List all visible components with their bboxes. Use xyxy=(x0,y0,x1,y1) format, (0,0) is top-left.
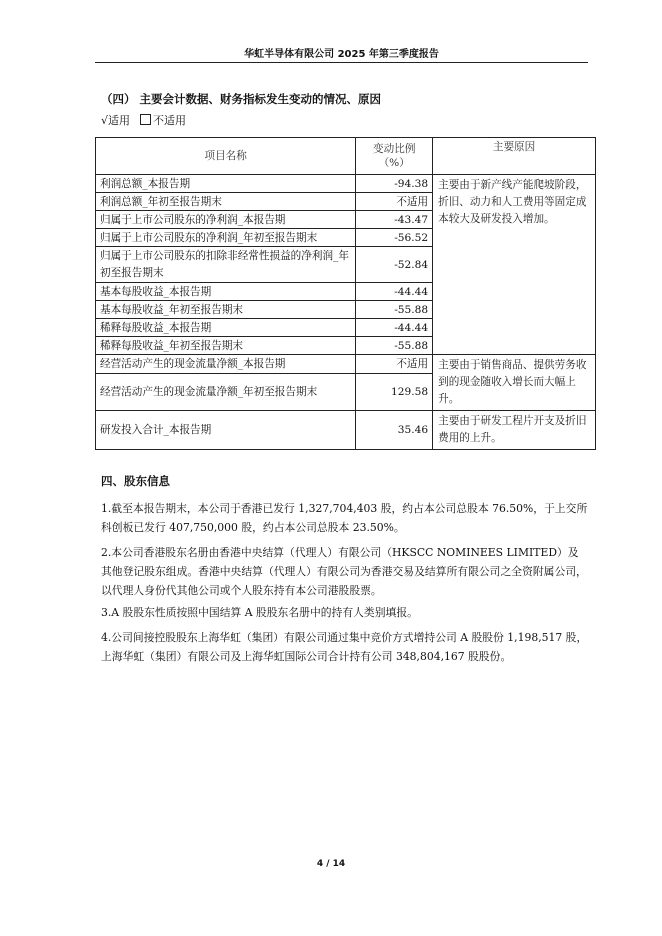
row-item: 归属于上市公司股东的净利润_本报告期 xyxy=(96,211,356,229)
row-value: 35.46 xyxy=(356,411,433,450)
row-item: 利润总额_本报告期 xyxy=(96,175,356,193)
financial-changes-table xyxy=(95,137,596,450)
header-change-ratio: 变动比例（%） xyxy=(356,138,433,175)
shareholder-paragraph: 4.公司间接控股股东上海华虹（集团）有限公司通过集中竞价方式增持公司 A 股股份 1,198,517 股，上海华虹（集团）有限公司及上海华虹国际公司合计持有公司 348,804,167 股股份。 xyxy=(101,631,588,663)
row-item: 研发投入合计_本报告期 xyxy=(96,411,356,450)
row-item: 经营活动产生的现金流量净额_本报告期 xyxy=(96,355,356,374)
table-row xyxy=(96,355,596,374)
table-row xyxy=(96,175,596,193)
row-value: -44.44 xyxy=(356,319,433,337)
reason-cell: 主要由于研发工程片开支及折旧费用的上升。 xyxy=(433,411,596,450)
not-applicable-label: 不适用 xyxy=(153,114,187,127)
header-item-name: 项目名称 xyxy=(96,138,356,175)
report-header: 华虹半导体有限公司 2025 年第三季度报告 xyxy=(244,49,439,60)
row-item: 稀释每股收益_本报告期 xyxy=(96,319,356,337)
row-value: -55.88 xyxy=(356,337,433,355)
row-item: 基本每股收益_年初至报告期末 xyxy=(96,301,356,319)
row-item: 归属于上市公司股东的净利润_年初至报告期末 xyxy=(96,229,356,247)
table-row xyxy=(96,411,596,450)
page-number: 4 / 14 xyxy=(316,859,346,869)
header-main-reason: 主要原因 xyxy=(433,138,596,175)
shareholder-paragraph: 1.截至本报告期末，本公司于香港已发行 1,327,704,403 股，约占本公司总股本 76.50%，于上交所科创板已发行 407,750,000 股，约占本公司总股本 23.50%。 xyxy=(101,502,588,534)
header-divider xyxy=(95,62,588,63)
reason-cell: 主要由于销售商品、提供劳务收到的现金随收入增长而大幅上升。 xyxy=(433,355,596,411)
applicability-options xyxy=(101,112,186,128)
row-value: -55.88 xyxy=(356,301,433,319)
row-value: -44.44 xyxy=(356,283,433,301)
row-value: -52.84 xyxy=(356,247,433,283)
shareholder-paragraph: 2.本公司香港股东名册由香港中央结算（代理人）有限公司（HKSCC NOMINEES LIMITED）及其他登记股东组成。香港中央结算（代理人）有限公司为香港交易及结算所有限公司之全资附属公司，以代理人身份代其他公司或个人股东持有本公司港股股票。 xyxy=(101,546,587,597)
row-item: 稀释每股收益_年初至报告期末 xyxy=(96,337,356,355)
shareholders-title: 四、股东信息 xyxy=(101,474,170,488)
shareholder-paragraph: 3.A 股股东性质按照中国结算 A 股股东名册中的持有人类别填报。 xyxy=(101,606,418,619)
checkbox-empty-icon xyxy=(140,114,151,125)
row-value: -43.47 xyxy=(356,211,433,229)
applicable-checked-label: √适用 xyxy=(101,114,131,127)
row-item: 经营活动产生的现金流量净额_年初至报告期末 xyxy=(96,373,356,410)
row-item: 归属于上市公司股东的扣除非经常性损益的净利润_年初至报告期末 xyxy=(96,247,356,283)
section-title: （四） 主要会计数据、财务指标发生变动的情况、原因 xyxy=(101,92,382,106)
row-value: 129.58 xyxy=(356,373,433,410)
reason-cell: 主要由于新产线产能爬坡阶段，折旧、动力和人工费用等固定成本较大及研发投入增加。 xyxy=(433,175,596,355)
row-value: -94.38 xyxy=(356,175,433,193)
row-value: 不适用 xyxy=(356,193,433,211)
row-value: 不适用 xyxy=(356,355,433,374)
table-header-row xyxy=(96,138,596,175)
row-item: 基本每股收益_本报告期 xyxy=(96,283,356,301)
row-item: 利润总额_年初至报告期末 xyxy=(96,193,356,211)
row-value: -56.52 xyxy=(356,229,433,247)
